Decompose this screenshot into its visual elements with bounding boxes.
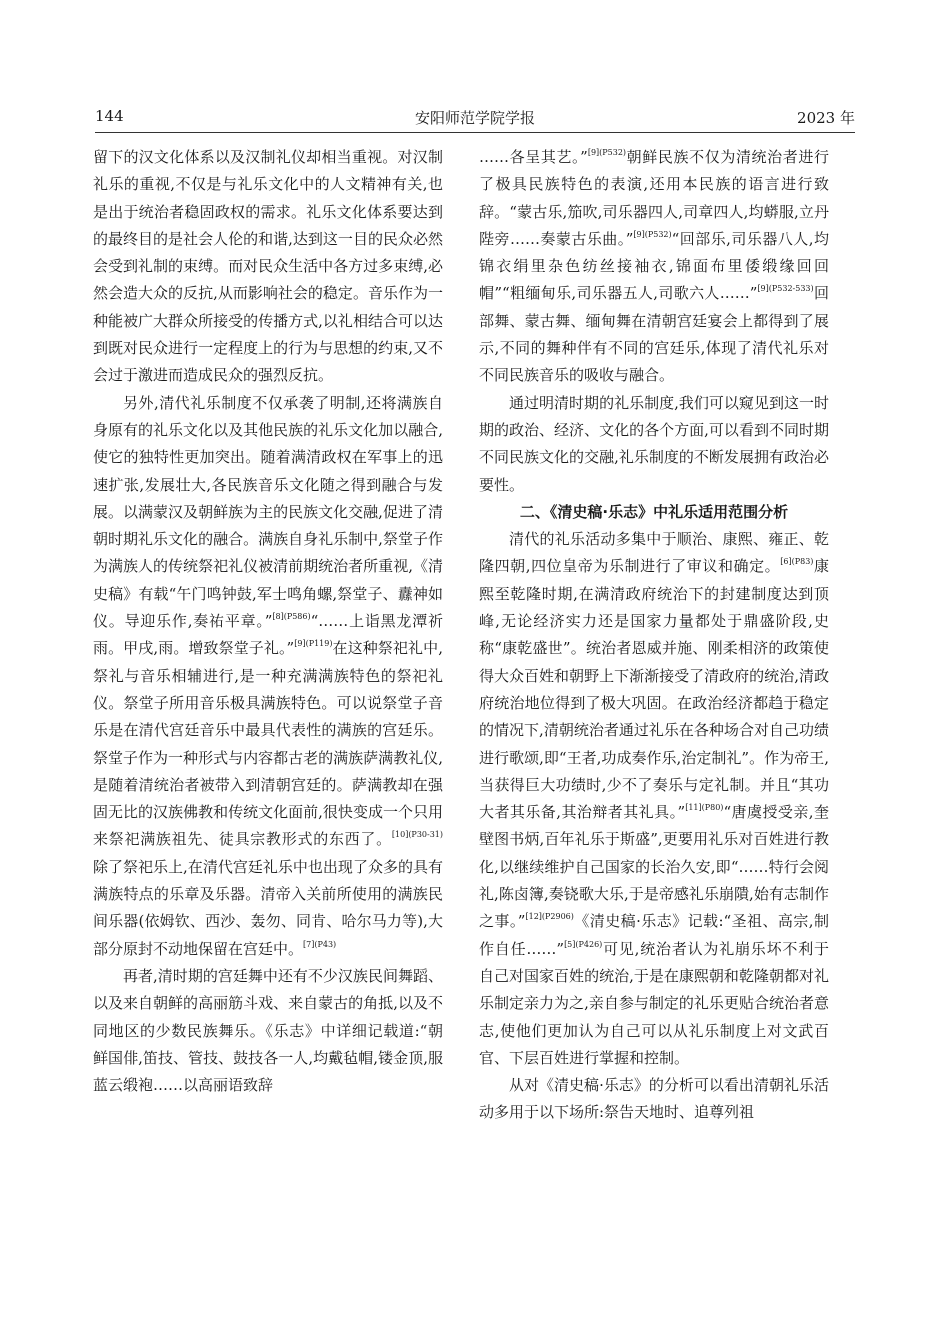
citation: [8](P586) bbox=[272, 612, 311, 622]
paragraph: 留下的汉文化体系以及汉制礼仪却相当重视。对汉制礼乐的重视,不仅是与礼乐文化中的人文精神有关,也是出于统治者稳固政权的需求。礼乐文化体系要达到的最终目的是社会人伦的和谐,达到这一目的民众必然会受到礼制的束缚。而对民众生活中各方过多束缚,必然会造大众的反抗,从而影响社会的稳定。音乐作为一种能被广大群众所接受的传播方式,以礼相结合可以达到既对民众进行一定程度上的行为与思想的约束,又不会过于激进而造成民众的强烈反抗。 bbox=[93, 148, 443, 385]
paragraph: 再者,清时期的宫廷舞中还有不少汉族民间舞蹈、以及来自朝鲜的高丽筋斗戏、来自蒙古的角抵,以及不同地区的少数民族舞乐。《乐志》中详细记载道:“朝鲜国俳,笛技、管技、鼓技各一人,均戴毡帽,镂金顶,服蓝云缎袍……以高丽语致辞 bbox=[93, 966, 443, 1095]
running-header bbox=[95, 107, 855, 129]
paragraph: 清代的礼乐活动多集中于顺治、康熙、雍正、乾隆四朝,四位皇帝为乐制进行了审议和确定。$^{[6](P83)}$康熙至乾隆时期,在满清政府统治下的封建制度达到顶峰,无论经济实力还是国家力量都处于鼎盛阶段,史称“康乾盛世”。统治者恩威并施、刚柔相济的政策使得大众百姓和朝野上下渐渐接受了清政府的统治,清政府统治地位得到了极大巩固。在政治经济都趋于稳定的情况下,清朝统治者通过礼乐在各种场合对自己功绩进行歌颂,即“王者,功成奏作乐,治定制礼”。作为帝王,当获得巨大功绩时,少不了奏乐与定礼制。并且“其功大者其乐备,其治辩者其礼具。”$^{[11](P80)}$“唐虞授受亲,奎壁图书炳,百年礼乐于斯盛”,更要用礼乐对百姓进行教化,以继续维护自己国家的长治久安,即“……特行会阅礼,陈卤簿,奏铙歌大乐,于是帝感礼乐崩隤,始有志制作之事。”$^{[12](P2906)}$《清史稿·乐志》记载:“圣祖、高宗,制作自任……”$^{[5](P426)}$可见,统治者认为礼崩乐坏不利于自己对国家百姓的统治,于是在康熙朝和乾隆朝都对礼乐制定亲力为之,亲自参与制定的礼乐更贴合统治者意志,使他们更加认为自己可以从礼乐制度上对文武百官、下层百姓进行掌握和控制。 bbox=[479, 530, 829, 1067]
citation: [9](P119) bbox=[294, 639, 333, 649]
header-rule bbox=[95, 132, 855, 133]
citation: [5](P426) bbox=[564, 939, 603, 949]
citation: [9](P532) bbox=[633, 229, 672, 239]
paragraph: ……各呈其艺。”$^{[9](P532)}$朝鲜民族不仅为清统治者进行了极具民族特色的表演,还用本民族的语言进行致辞。“蒙古乐,笳吹,司乐器四人,司章四人,均蟒服,立丹陛旁……奏蒙古乐曲。”$^{[9](P532)}$“回部乐,司乐器八人,均锦衣绢里杂色纺丝接袖衣,锦面布里倭缎缘回回帽”“粗缅甸乐,司乐器五人,司歌六人……”$^{[9](P532-533)}$回部舞、蒙古舞、缅甸舞在清朝宫廷宴会上都得到了展示,不同的舞种伴有不同的宫廷乐,体现了清代礼乐对不同民族音乐的吸收与融合。 bbox=[479, 148, 829, 385]
citation: [11](P80) bbox=[685, 803, 724, 813]
paragraph: 从对《清史稿·乐志》的分析可以看出清朝礼乐活动多用于以下场所:祭告天地时、追尊列祖 bbox=[479, 1076, 829, 1122]
citation: [10](P30-31) bbox=[391, 830, 443, 840]
citation: [9](P532-533) bbox=[757, 284, 814, 294]
citation: [9](P532) bbox=[587, 148, 627, 157]
paragraph: 通过明清时期的礼乐制度,我们可以窥见到这一时期的政治、经济、文化的各个方面,可以看到不同时期不同民族文化的交融,礼乐制度的不断发展拥有政治必要性。 bbox=[479, 393, 829, 494]
section-heading: 二、《清史稿·乐志》中礼乐适用范围分析 bbox=[519, 502, 789, 521]
right-column bbox=[479, 144, 829, 1127]
citation: [7](P43) bbox=[303, 939, 337, 949]
page-number: 144 bbox=[95, 107, 124, 125]
citation: [6](P83) bbox=[780, 557, 814, 567]
left-column bbox=[93, 144, 443, 1099]
publication-year: 2023 年 bbox=[797, 109, 855, 127]
paragraph: 另外,清代礼乐制度不仅承袭了明制,还将满族自身原有的礼乐文化以及其他民族的礼乐文化加以融合,使它的独特性更加突出。随着满清政权在军事上的迅速扩张,发展壮大,各民族音乐文化随之得到融合与发展。以满蒙汉及朝鲜族为主的民族文化交融,促进了清朝时期礼乐文化的融合。满族自身礼乐制中,祭堂子作为满族人的传统祭祀礼仪被清前期统治者所重视,《清史稿》有载“午门鸣钟鼓,军士鸣角螺,祭堂子、纛神如仪。导迎乐作,奏祐平章。”$^{[8](P586)}$“……上诣黑龙潭祈雨。甲戌,雨。增致祭堂子礼。”$^{[9](P119)}$在这种祭祀礼中,祭礼与音乐相辅进行,是一种充满满族特色的祭祀礼仪。祭堂子所用音乐极具满族特色。可以说祭堂子音乐是在清代宫廷音乐中最具代表性的满族的宫廷乐。祭堂子作为一种形式与内容都古老的满族萨满教礼仪,是随着清统治者被带入到清朝宫廷的。萨满教却在强固无比的汉族佛教和传统文化面前,很快变成一个只用来祭祀满族祖先、徒具宗教形式的东西了。$^{[10](P30-31)}$除了祭祀乐上,在清代宫廷礼乐中也出现了众多的具有满族特点的乐章及乐器。清帝入关前所使用的满族民间乐器(依姆钦、西沙、轰勿、同肯、哈尔马力等),大部分原封不动地保留在宫廷中。$^{[7](P43)}$ bbox=[93, 393, 443, 958]
citation: [12](P2906) bbox=[525, 912, 574, 922]
journal-title: 安阳师范学院学报 bbox=[414, 109, 535, 127]
